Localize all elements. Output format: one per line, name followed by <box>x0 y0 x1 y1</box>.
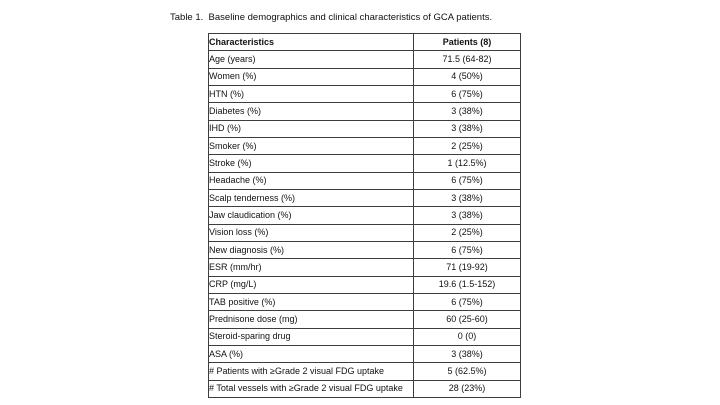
table-row <box>209 51 521 68</box>
value-cell: 3 (38%) <box>414 207 521 224</box>
table-row <box>209 103 521 120</box>
characteristic-cell: IHD (%) <box>209 120 414 137</box>
table-row <box>209 207 521 224</box>
characteristic-cell: Prednisone dose (mg) <box>209 311 414 328</box>
value-cell: 2 (25%) <box>414 137 521 154</box>
characteristic-cell: Age (years) <box>209 51 414 68</box>
characteristic-cell: CRP (mg/L) <box>209 276 414 293</box>
characteristic-cell: # Total vessels with ≥Grade 2 visual FDG uptake <box>209 380 414 397</box>
table-row <box>209 137 521 154</box>
table-row <box>209 155 521 172</box>
characteristic-cell: New diagnosis (%) <box>209 241 414 258</box>
characteristic-cell: Stroke (%) <box>209 155 414 172</box>
table-row <box>209 224 521 241</box>
value-cell: 6 (75%) <box>414 241 521 258</box>
table-body <box>209 51 521 398</box>
value-cell: 5 (62.5%) <box>414 363 521 380</box>
value-cell: 71.5 (64-82) <box>414 51 521 68</box>
characteristic-cell: HTN (%) <box>209 85 414 102</box>
value-cell: 3 (38%) <box>414 120 521 137</box>
table-row <box>209 380 521 397</box>
characteristic-cell: Diabetes (%) <box>209 103 414 120</box>
value-cell: 3 (38%) <box>414 103 521 120</box>
characteristic-cell: ASA (%) <box>209 345 414 362</box>
characteristic-cell: Scalp tenderness (%) <box>209 189 414 206</box>
table-row <box>209 241 521 258</box>
table-row <box>209 293 521 310</box>
value-cell: 3 (38%) <box>414 345 521 362</box>
value-cell: 4 (50%) <box>414 68 521 85</box>
characteristic-cell: Jaw claudication (%) <box>209 207 414 224</box>
table-header-row <box>209 34 521 51</box>
value-cell: 2 (25%) <box>414 224 521 241</box>
value-cell: 1 (12.5%) <box>414 155 521 172</box>
table-row <box>209 363 521 380</box>
table-row <box>209 276 521 293</box>
characteristic-cell: # Patients with ≥Grade 2 visual FDG uptake <box>209 363 414 380</box>
characteristic-cell: Steroid-sparing drug <box>209 328 414 345</box>
value-cell: 3 (38%) <box>414 189 521 206</box>
value-cell: 0 (0) <box>414 328 521 345</box>
table-row <box>209 85 521 102</box>
characteristic-cell: ESR (mm/hr) <box>209 259 414 276</box>
column-header-characteristics: Characteristics <box>209 34 414 51</box>
value-cell: 71 (19-92) <box>414 259 521 276</box>
characteristic-cell: Vision loss (%) <box>209 224 414 241</box>
value-cell: 60 (25-60) <box>414 311 521 328</box>
table-row <box>209 120 521 137</box>
characteristic-cell: Headache (%) <box>209 172 414 189</box>
value-cell: 6 (75%) <box>414 293 521 310</box>
characteristic-cell: Women (%) <box>209 68 414 85</box>
table-row <box>209 172 521 189</box>
value-cell: 19.6 (1.5-152) <box>414 276 521 293</box>
value-cell: 6 (75%) <box>414 85 521 102</box>
table-row <box>209 345 521 362</box>
value-cell: 6 (75%) <box>414 172 521 189</box>
table-row <box>209 68 521 85</box>
baseline-characteristics-table <box>208 33 521 398</box>
table-row <box>209 259 521 276</box>
table-row <box>209 328 521 345</box>
characteristic-cell: TAB positive (%) <box>209 293 414 310</box>
table-row <box>209 189 521 206</box>
column-header-patients: Patients (8) <box>414 34 521 51</box>
table-row <box>209 311 521 328</box>
value-cell: 28 (23%) <box>414 380 521 397</box>
characteristic-cell: Smoker (%) <box>209 137 414 154</box>
table-caption: Table 1. Baseline demographics and clinical characteristics of GCA patients. <box>170 12 493 23</box>
